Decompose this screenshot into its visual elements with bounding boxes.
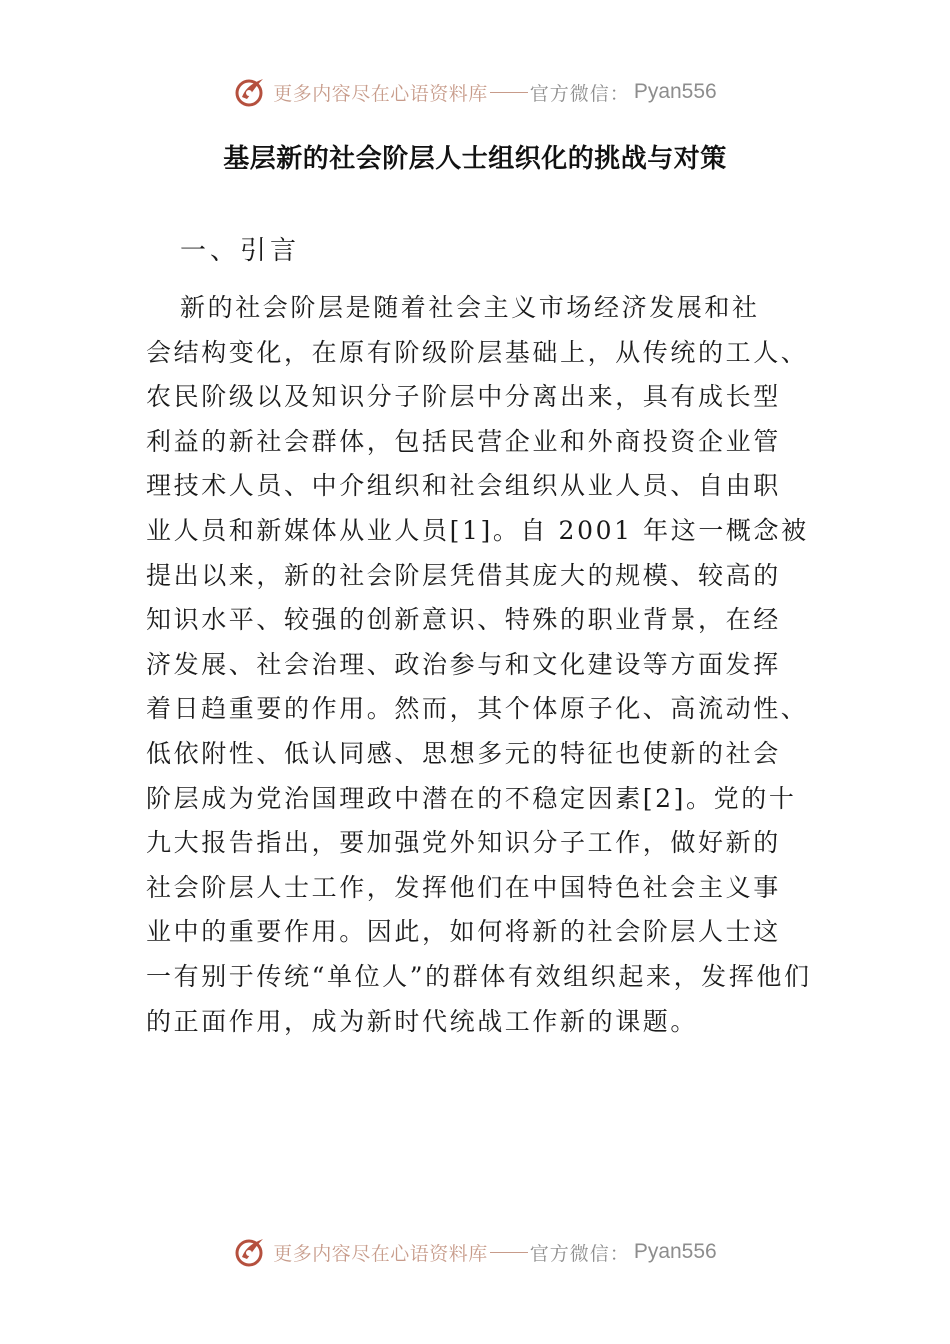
watermark-dash	[490, 92, 528, 93]
paragraph-line: 利益的新社会群体，包括民营企业和外商投资企业管	[146, 426, 781, 456]
header-watermark	[0, 72, 950, 112]
paragraph-line: 社会阶层人士工作，发挥他们在中国特色社会主义事	[146, 872, 781, 902]
paragraph-line: 知识水平、较强的创新意识、特殊的职业背景，在经	[146, 605, 781, 635]
footer-watermark	[0, 1232, 950, 1272]
paragraph-line: 的正面作用，成为新时代统战工作新的课题。	[146, 1006, 699, 1036]
watermark-wechat-id: Pyan556	[633, 1240, 717, 1263]
paragraph-line: 九大报告指出，要加强党外知识分子工作，做好新的	[146, 828, 781, 858]
paragraph-line: 一有别于传统“单位人”的群体有效组织起来，发挥他们	[146, 961, 812, 991]
paragraph-line: 业人员和新媒体从业人员[1]。自 2001 年这一概念被	[146, 515, 809, 545]
paragraph-line: 着日趋重要的作用。然而，其个体原子化、高流动性、	[146, 694, 809, 724]
watermark-wechat-label: 官方微信：	[529, 1242, 630, 1265]
brush-logo-icon	[233, 75, 267, 109]
paragraph-line: 新的社会阶层是随着社会主义市场经济发展和社	[180, 293, 760, 322]
paragraph-line: 济发展、社会治理、政治参与和文化建设等方面发挥	[146, 649, 781, 679]
section-heading: 一、引言	[180, 236, 301, 266]
watermark-wechat-id: Pyan556	[633, 80, 717, 103]
paragraph-line: 提出以来，新的社会阶层凭借其庞大的规模、较高的	[146, 560, 781, 590]
document-title: 基层新的社会阶层人士组织化的挑战与对策	[223, 144, 727, 174]
watermark-text: 更多内容尽在心语资料库	[273, 1242, 488, 1265]
brush-logo-icon	[233, 1235, 267, 1269]
watermark-text: 更多内容尽在心语资料库	[273, 82, 488, 105]
paragraph-line: 会结构变化，在原有阶级阶层基础上，从传统的工人、	[146, 337, 809, 367]
paragraph-line: 理技术人员、中介组织和社会组织从业人员、自由职	[146, 471, 781, 501]
watermark-dash	[490, 1252, 528, 1253]
watermark-wechat-label: 官方微信：	[529, 82, 630, 105]
body-paragraph	[146, 286, 826, 1044]
paragraph-line: 业中的重要作用。因此，如何将新的社会阶层人士这	[146, 917, 781, 947]
paragraph-line: 低依附性、低认同感、思想多元的特征也使新的社会	[146, 738, 781, 768]
paragraph-line: 阶层成为党治国理政中潜在的不稳定因素[2]。党的十	[146, 783, 797, 813]
paragraph-line: 农民阶级以及知识分子阶层中分离出来，具有成长型	[146, 382, 781, 412]
